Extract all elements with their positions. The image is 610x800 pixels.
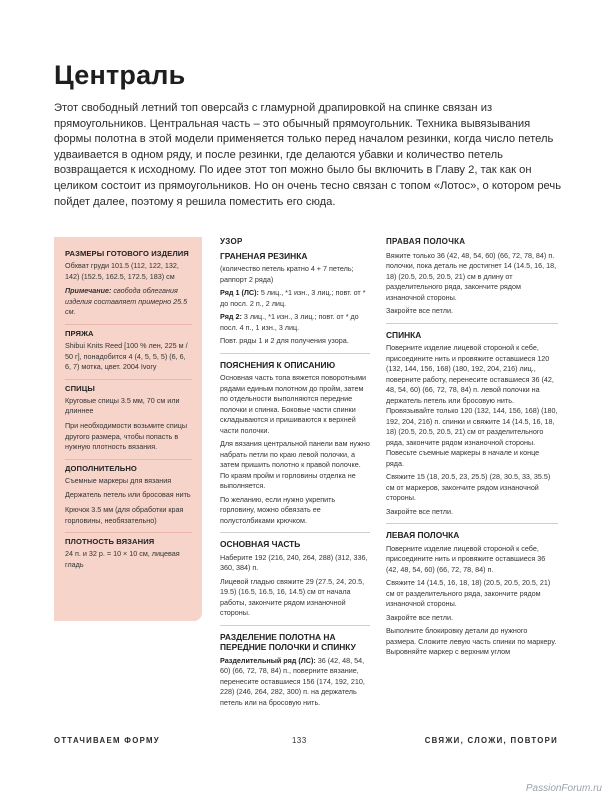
gauge-heading: ПЛОТНОСТЬ ВЯЗАНИЯ (65, 537, 155, 547)
page-number: 133 (292, 736, 307, 745)
sizes-text: Обхват груди 101.5 (112, 122, 132, 142) (152.5, 162.5, 172.5, 183) см (65, 261, 179, 281)
intro-paragraph: Этот свободный летний топ оверсайз с гламурной драпировкой на спинке связан из прямоугольников. Центральная часть – это обычный прямоугольник. Техника вывязывания формы полотна в этой модели применяется только перед началом резинки, когда число петель удваивается в одном ряду, и после резинки, где делаются убавки и количество петель возвращается к исходному. По идее этот топ можно было бы включить в Главу 2, так как он целиком состоит из прямоугольников. Но он очень тесно связан с топом «Лотос», о котором речь пойдет далее, поэтому я решила поместить его сюда. (54, 102, 562, 208)
sizes-note (65, 286, 192, 318)
needles-tip: При необходимости возьмите спицы другого размера, чтобы попасть в нужную плотность вязания. (65, 420, 188, 452)
main-heading: ОСНОВНАЯ ЧАСТЬ (220, 539, 301, 549)
pattern-column (220, 237, 370, 711)
back-close: Закройте все петли. (386, 506, 454, 516)
left-front-text-1: Поверните изделие лицевой стороной к себе, присоедините нить и провяжите оставшиеся 36 (42, 48, 54, 60) (66, 72, 78, 84) п. (386, 543, 546, 574)
divider (65, 324, 192, 325)
left-front-text-3: Выполните блокировку детали до нужного размера. Сложите левую часть спинки по маркеру. Выровняйте маркер с верхним углом (386, 626, 557, 656)
right-front-close: Закройте все петли. (386, 306, 454, 315)
divider (386, 523, 558, 524)
right-front-heading: ПРАВАЯ ПОЛОЧКА (386, 237, 466, 246)
extra-markers: Съемные маркеры для вязания (65, 475, 172, 485)
split-row (220, 656, 370, 709)
split-label: Разделительный ряд (ЛС): (220, 655, 316, 665)
right-front-text: Вяжите только 36 (42, 48, 54, 60) (66, 72, 78, 84) п. полочки, пока деталь не достигнет 14 (14.5, 16, 18, 18) (20.5, 20.5, 20.5, 21) см в длину от разделительного ряда, закончите рядом изнаночной стороны. (386, 250, 557, 302)
needles-heading: СПИЦЫ (65, 383, 95, 393)
watermark: PassionForum.ru (525, 783, 602, 794)
divider (65, 459, 192, 460)
split-heading: РАЗДЕЛЕНИЕ ПОЛОТНА НА ПЕРЕДНИЕ ПОЛОЧКИ И СПИНКУ (220, 631, 356, 652)
yarn-text: Shibui Knits Reed [100 % лен, 225 м / 50 г], понадобится 4 (4, 5, 5, 5) (6, 6, 6, 7) мотка, цвет. 2004 Ivory (65, 340, 188, 372)
divider (220, 625, 370, 626)
main-text-1: Наберите 192 (216, 240, 264, 288) (312, 336, 360, 384) п. (220, 552, 368, 572)
main-text-2: Лицевой гладью свяжите 29 (27.5, 24, 20.5, 19.5) (16.5, 16.5, 16, 14.5) см от начала работы, закончите рядом изнаночной стороны. (220, 576, 365, 617)
pattern-heading: УЗОР (220, 237, 243, 246)
row-1-label: Ряд 1 (ЛС): (220, 288, 259, 297)
row-2-label: Ряд 2: (220, 312, 242, 321)
back-text-2: Свяжите 15 (18, 20.5, 23, 25.5) (28, 30.5, 33, 35.5) см от маркеров, закончите рядом изнаночной стороны. (386, 472, 551, 502)
extra-heading: ДОПОЛНИТЕЛЬНО (65, 463, 137, 473)
left-front-heading: ЛЕВАЯ ПОЛОЧКА (386, 530, 460, 540)
notes-text-2: Для вязания центральной панели вам нужно набрать петли по краю левой полочки, а затем пришить полотно к правой полочке. По краям пройм и горловины отделка не выполняется. (220, 439, 370, 490)
needles-text: Круговые спицы 3.5 мм, 70 см или длиннее (65, 395, 180, 416)
row-1 (220, 288, 370, 309)
notes-heading: ПОЯСНЕНИЯ К ОПИСАНИЮ (220, 359, 336, 370)
left-front-text-2: Свяжите 14 (14.5, 16, 18, 18) (20.5, 20.5, 20.5, 21) см от разделительного ряда, закончите рядом изнаночной стороны. (386, 578, 551, 608)
extra-holder: Держатель петель или бросовая нить (65, 490, 191, 500)
divider (220, 532, 370, 533)
note-label: Примечание: (65, 286, 112, 296)
instructions-column (386, 237, 558, 661)
footer-section-title: ОТТАЧИВАЕМ ФОРМУ (54, 736, 160, 745)
note-text: свобода облегания изделия составляет примерно 25.5 см. (65, 286, 188, 317)
page-title: Централь (54, 60, 186, 90)
split-text: 36 (42, 48, 54, 60) (66, 72, 78, 84) п., поверните вязание, перенесите оставшиеся 156 (174, 192, 210, 228) (246, 264, 282, 300) п. на держатель петель или на бросовую нить. (220, 655, 365, 707)
materials-panel (54, 237, 202, 621)
divider (65, 532, 192, 533)
repeat-text: Повт. ряды 1 и 2 для получения узора. (220, 336, 349, 345)
extra-hook: Крючок 3.5 мм (для обработки края горловины, необязательно) (65, 504, 184, 525)
footer-chapter-title: СВЯЖИ, СЛОЖИ, ПОВТОРИ (424, 736, 558, 745)
divider (65, 379, 192, 380)
back-text-1: Поверните изделие лицевой стороной к себе, присоедините нить и провяжите оставшиеся 120 (132, 144, 156, 168) (180, 192, 204, 216) лиц., поверните работу, перенесите оставшиеся 36 (42, 48, 54, 60) (66, 72, 78, 84) п. левой полочки на держатель петель или бросовую нить. Провязывайте только 120 (132, 144, 156, 168) (180, 192, 204, 216) п. спинки и свяжите 14 (14.5, 16, 18, 18) (20.5, 20.5, 20.5, 21) см от разделительного ряда, закончите рядом изнаночной стороны. Повесьте съемные маркеры в начале и конце ряда. (386, 343, 558, 468)
row-2 (220, 312, 370, 333)
gauge-text: 24 п. и 32 р. = 10 × 10 см, лицевая гладь (65, 549, 180, 569)
divider (386, 323, 558, 324)
notes-text-3: По желанию, если нужно укрепить горловину, можно обвязать ее полустолбиками крючком. (220, 494, 336, 525)
sizes-heading: РАЗМЕРЫ ГОТОВОГО ИЗДЕЛИЯ (65, 249, 189, 258)
notes-text-1: Основная часть топа вяжется поворотными рядами единым полотном до пройм, затем по отдельности выполняются передние полочки и спинка. Боковые части спинки складываются и пришиваются к верхней части полочки. (220, 373, 367, 435)
yarn-heading: ПРЯЖА (65, 328, 94, 338)
row-1-text: 5 лиц., *1 изн., 3 лиц.; повт. от * до посл. 2 п., 2 лиц. (220, 288, 366, 308)
rib-description: (количество петель кратно 4 + 7 петель; раппорт 2 ряда) (220, 264, 354, 284)
rib-heading: ГРАНЕНАЯ РЕЗИНКА (220, 250, 308, 261)
row-2-text: 3 лиц., *1 изн., 3 лиц.; повт. от * до посл. 4 п., 1 изн., 3 лиц. (220, 312, 359, 332)
back-heading: СПИНКА (386, 329, 422, 340)
left-front-close: Закройте все петли. (386, 612, 454, 622)
divider (220, 353, 370, 354)
